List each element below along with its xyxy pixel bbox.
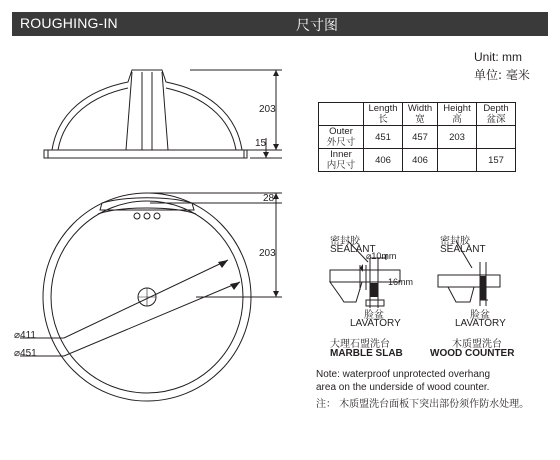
- marble-sealant-en: SEALANT: [330, 244, 376, 255]
- plan-depth-dim: 203: [259, 248, 276, 259]
- side-height-dim: 203: [259, 104, 276, 115]
- marble-lavatory-en: LAVATORY: [350, 318, 401, 329]
- outer-diameter-dim: ⌀451: [14, 348, 37, 359]
- wood-title-cn: 木质盟洗台: [452, 339, 502, 350]
- table-row: [319, 149, 516, 172]
- table-row: [319, 126, 516, 149]
- wood-lavatory-cn: 脸盆: [470, 310, 490, 321]
- unit-label: Unit: mm: [474, 50, 522, 64]
- wood-sealant-en: SEALANT: [440, 244, 486, 255]
- table-cell: 451: [364, 126, 403, 149]
- marble-title-en: MARBLE SLAB: [330, 348, 403, 359]
- table-cell: [477, 126, 516, 149]
- side-rim-dim: 15: [255, 138, 267, 149]
- spec-table: [318, 102, 516, 172]
- header-title: ROUGHING-IN: [20, 15, 118, 31]
- plan-top-offset-dim: 28: [263, 193, 275, 204]
- wood-title-en: WOOD COUNTER: [430, 348, 515, 359]
- marble-sealant-cn: 密封胶: [330, 236, 360, 247]
- marble-dim-a: ⌀10mm: [366, 251, 397, 261]
- marble-title-cn: 大理石盟洗台: [330, 339, 390, 350]
- table-cell: 203: [438, 126, 477, 149]
- table-header-cell: [319, 103, 364, 126]
- wood-lavatory-en: LAVATORY: [455, 318, 506, 329]
- table-cell: 457: [403, 126, 438, 149]
- table-row-label: Outer 外尺寸: [319, 126, 364, 149]
- inner-diameter-dim: ⌀411: [14, 330, 36, 341]
- table-cell: [438, 149, 477, 172]
- marble-dim-b: 16mm: [388, 277, 414, 287]
- side-elevation-view: [44, 70, 282, 158]
- table-cell: 406: [364, 149, 403, 172]
- table-header-row: [319, 103, 516, 126]
- plan-view: [20, 193, 282, 401]
- table-header-cell: Height 高: [438, 103, 477, 126]
- unit-label-cn: 单位: 毫米: [474, 68, 530, 82]
- table-row-label: Inner 内尺寸: [319, 149, 364, 172]
- table-header-cell: Length 长: [364, 103, 403, 126]
- note-line-3: 注： 木质盟洗台面板下突出部份须作防水处理。: [316, 399, 530, 410]
- header-title-cn: 尺寸图: [296, 18, 338, 34]
- table-cell: 406: [403, 149, 438, 172]
- table-cell: 157: [477, 149, 516, 172]
- marble-lavatory-cn: 脸盆: [364, 310, 384, 321]
- note-line-2: area on the underside of wood counter.: [316, 382, 490, 393]
- table-header-cell: Width 宽: [403, 103, 438, 126]
- note-line-1: Note: waterproof unprotected overhang: [316, 369, 490, 380]
- wood-sealant-cn: 密封胶: [440, 236, 470, 247]
- table-header-cell: Depth 盆深: [477, 103, 516, 126]
